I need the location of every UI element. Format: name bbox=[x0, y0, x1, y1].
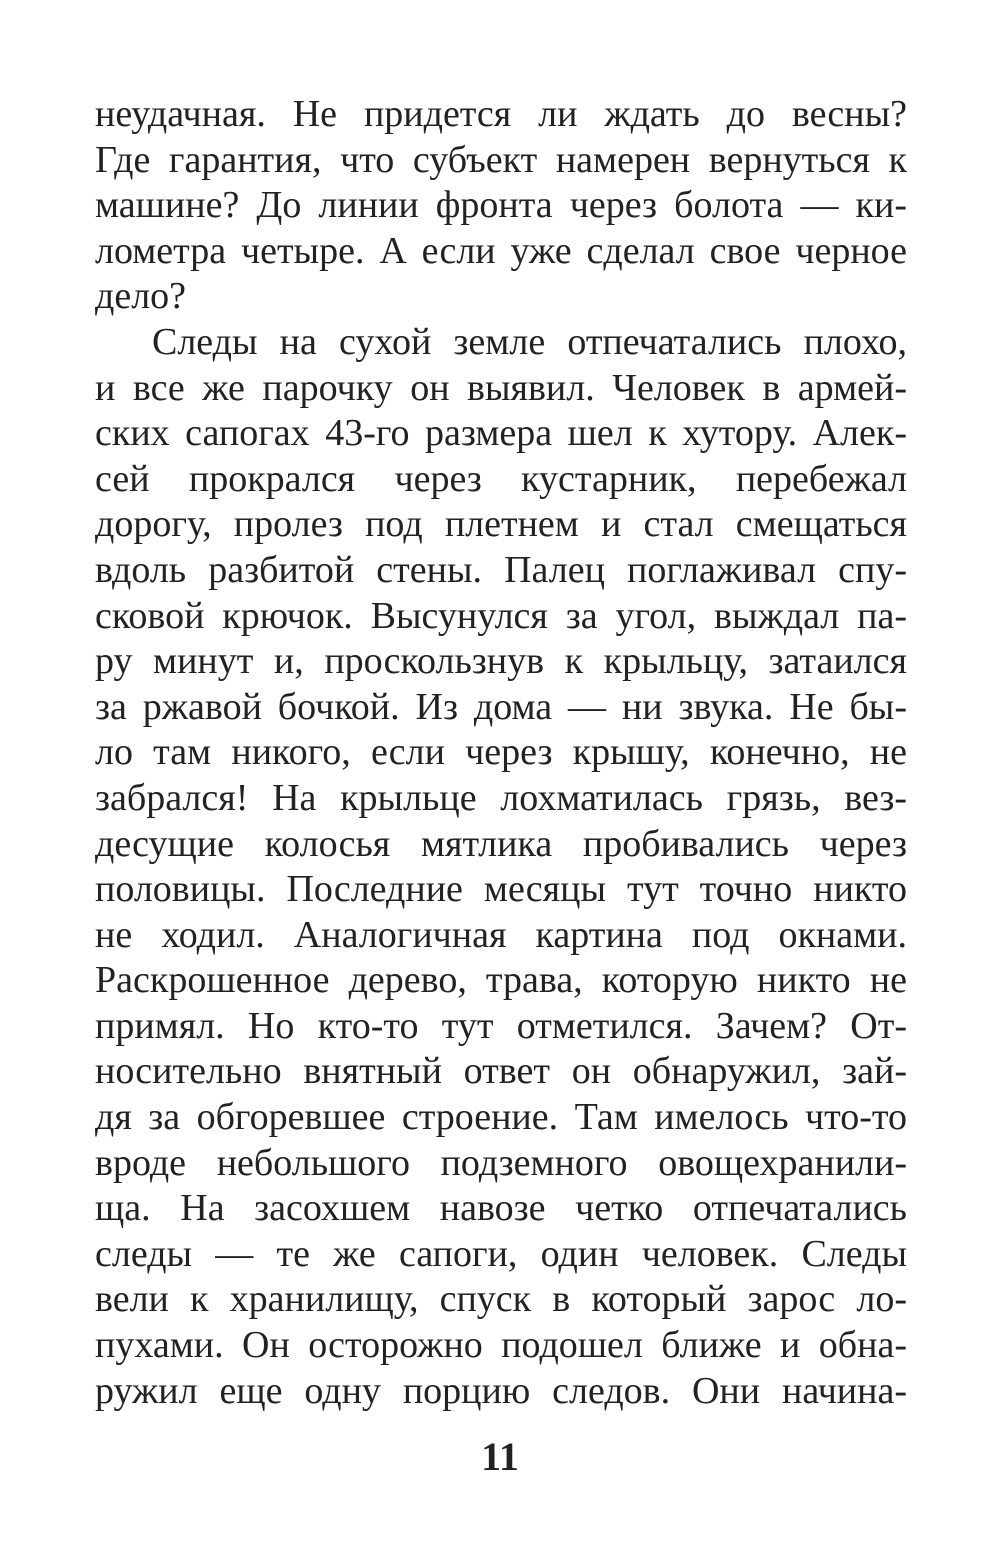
text-line: Раскрошенное дерево, трава, которую никто не bbox=[95, 959, 907, 1002]
book-page-text bbox=[95, 92, 907, 1414]
text-line: ских сапогах 43-го размера шел к хутору. Алек- bbox=[95, 412, 907, 455]
text-line: дело? bbox=[95, 275, 187, 318]
text-line: и все же парочку он выявил. Человек в армей- bbox=[95, 366, 907, 409]
text-line: не ходил. Аналогичная картина под окнами. bbox=[95, 913, 907, 956]
text-line: дорогу, пролез под плетнем и стал смещаться bbox=[95, 503, 907, 546]
text-line: десущие колосья мятлика пробивались через bbox=[95, 822, 907, 865]
text-line: вели к хранилищу, спуск в который зарос ло- bbox=[95, 1278, 907, 1321]
text-line: носительно внятный ответ он обнаружил, зай- bbox=[95, 1050, 907, 1093]
text-line: ща. На засохшем навозе четко отпечатались bbox=[95, 1187, 907, 1230]
text-line: лометра четыре. А если уже сделал свое черное bbox=[95, 229, 907, 272]
text-line: пухами. Он осторожно подошел ближе и обна- bbox=[95, 1324, 907, 1367]
text-line: неудачная. Не придется ли ждать до весны? bbox=[95, 93, 907, 135]
text-line: дя за обгоревшее строение. Там имелось что-то bbox=[95, 1096, 907, 1139]
page-number: 11 bbox=[481, 1434, 519, 1479]
text-line: Следы на сухой земле отпечатались плохо, bbox=[152, 320, 907, 363]
text-line: половицы. Последние месяцы тут точно никто bbox=[95, 868, 907, 911]
text-line: забрался! На крыльце лохматилась грязь, вез- bbox=[95, 776, 907, 819]
text-line: вдоль разбитой стены. Палец поглаживал спу- bbox=[95, 548, 907, 591]
text-line: ло там никого, если через крышу, конечно, не bbox=[95, 731, 907, 774]
text-line: за ржавой бочкой. Из дома — ни звука. Не бы- bbox=[95, 685, 907, 728]
text-line: сей прокрался через кустарник, перебежал bbox=[95, 457, 907, 500]
text-line: вроде небольшого подземного овощехранили- bbox=[95, 1141, 907, 1184]
text-line: примял. Но кто-то тут отметился. Зачем? От- bbox=[95, 1004, 907, 1047]
text-line: Где гарантия, что субъект намерен вернуться к bbox=[95, 138, 907, 181]
text-line: следы — те же сапоги, один человек. Следы bbox=[95, 1232, 907, 1275]
text-line: ружил еще одну порцию следов. Они начина- bbox=[95, 1369, 907, 1412]
text-line: машине? До линии фронта через болота — ки- bbox=[95, 184, 907, 227]
text-line: сковой крючок. Высунулся за угол, выждал па- bbox=[95, 594, 907, 637]
text-line: ру минут и, проскользнув к крыльцу, затаился bbox=[95, 640, 907, 683]
